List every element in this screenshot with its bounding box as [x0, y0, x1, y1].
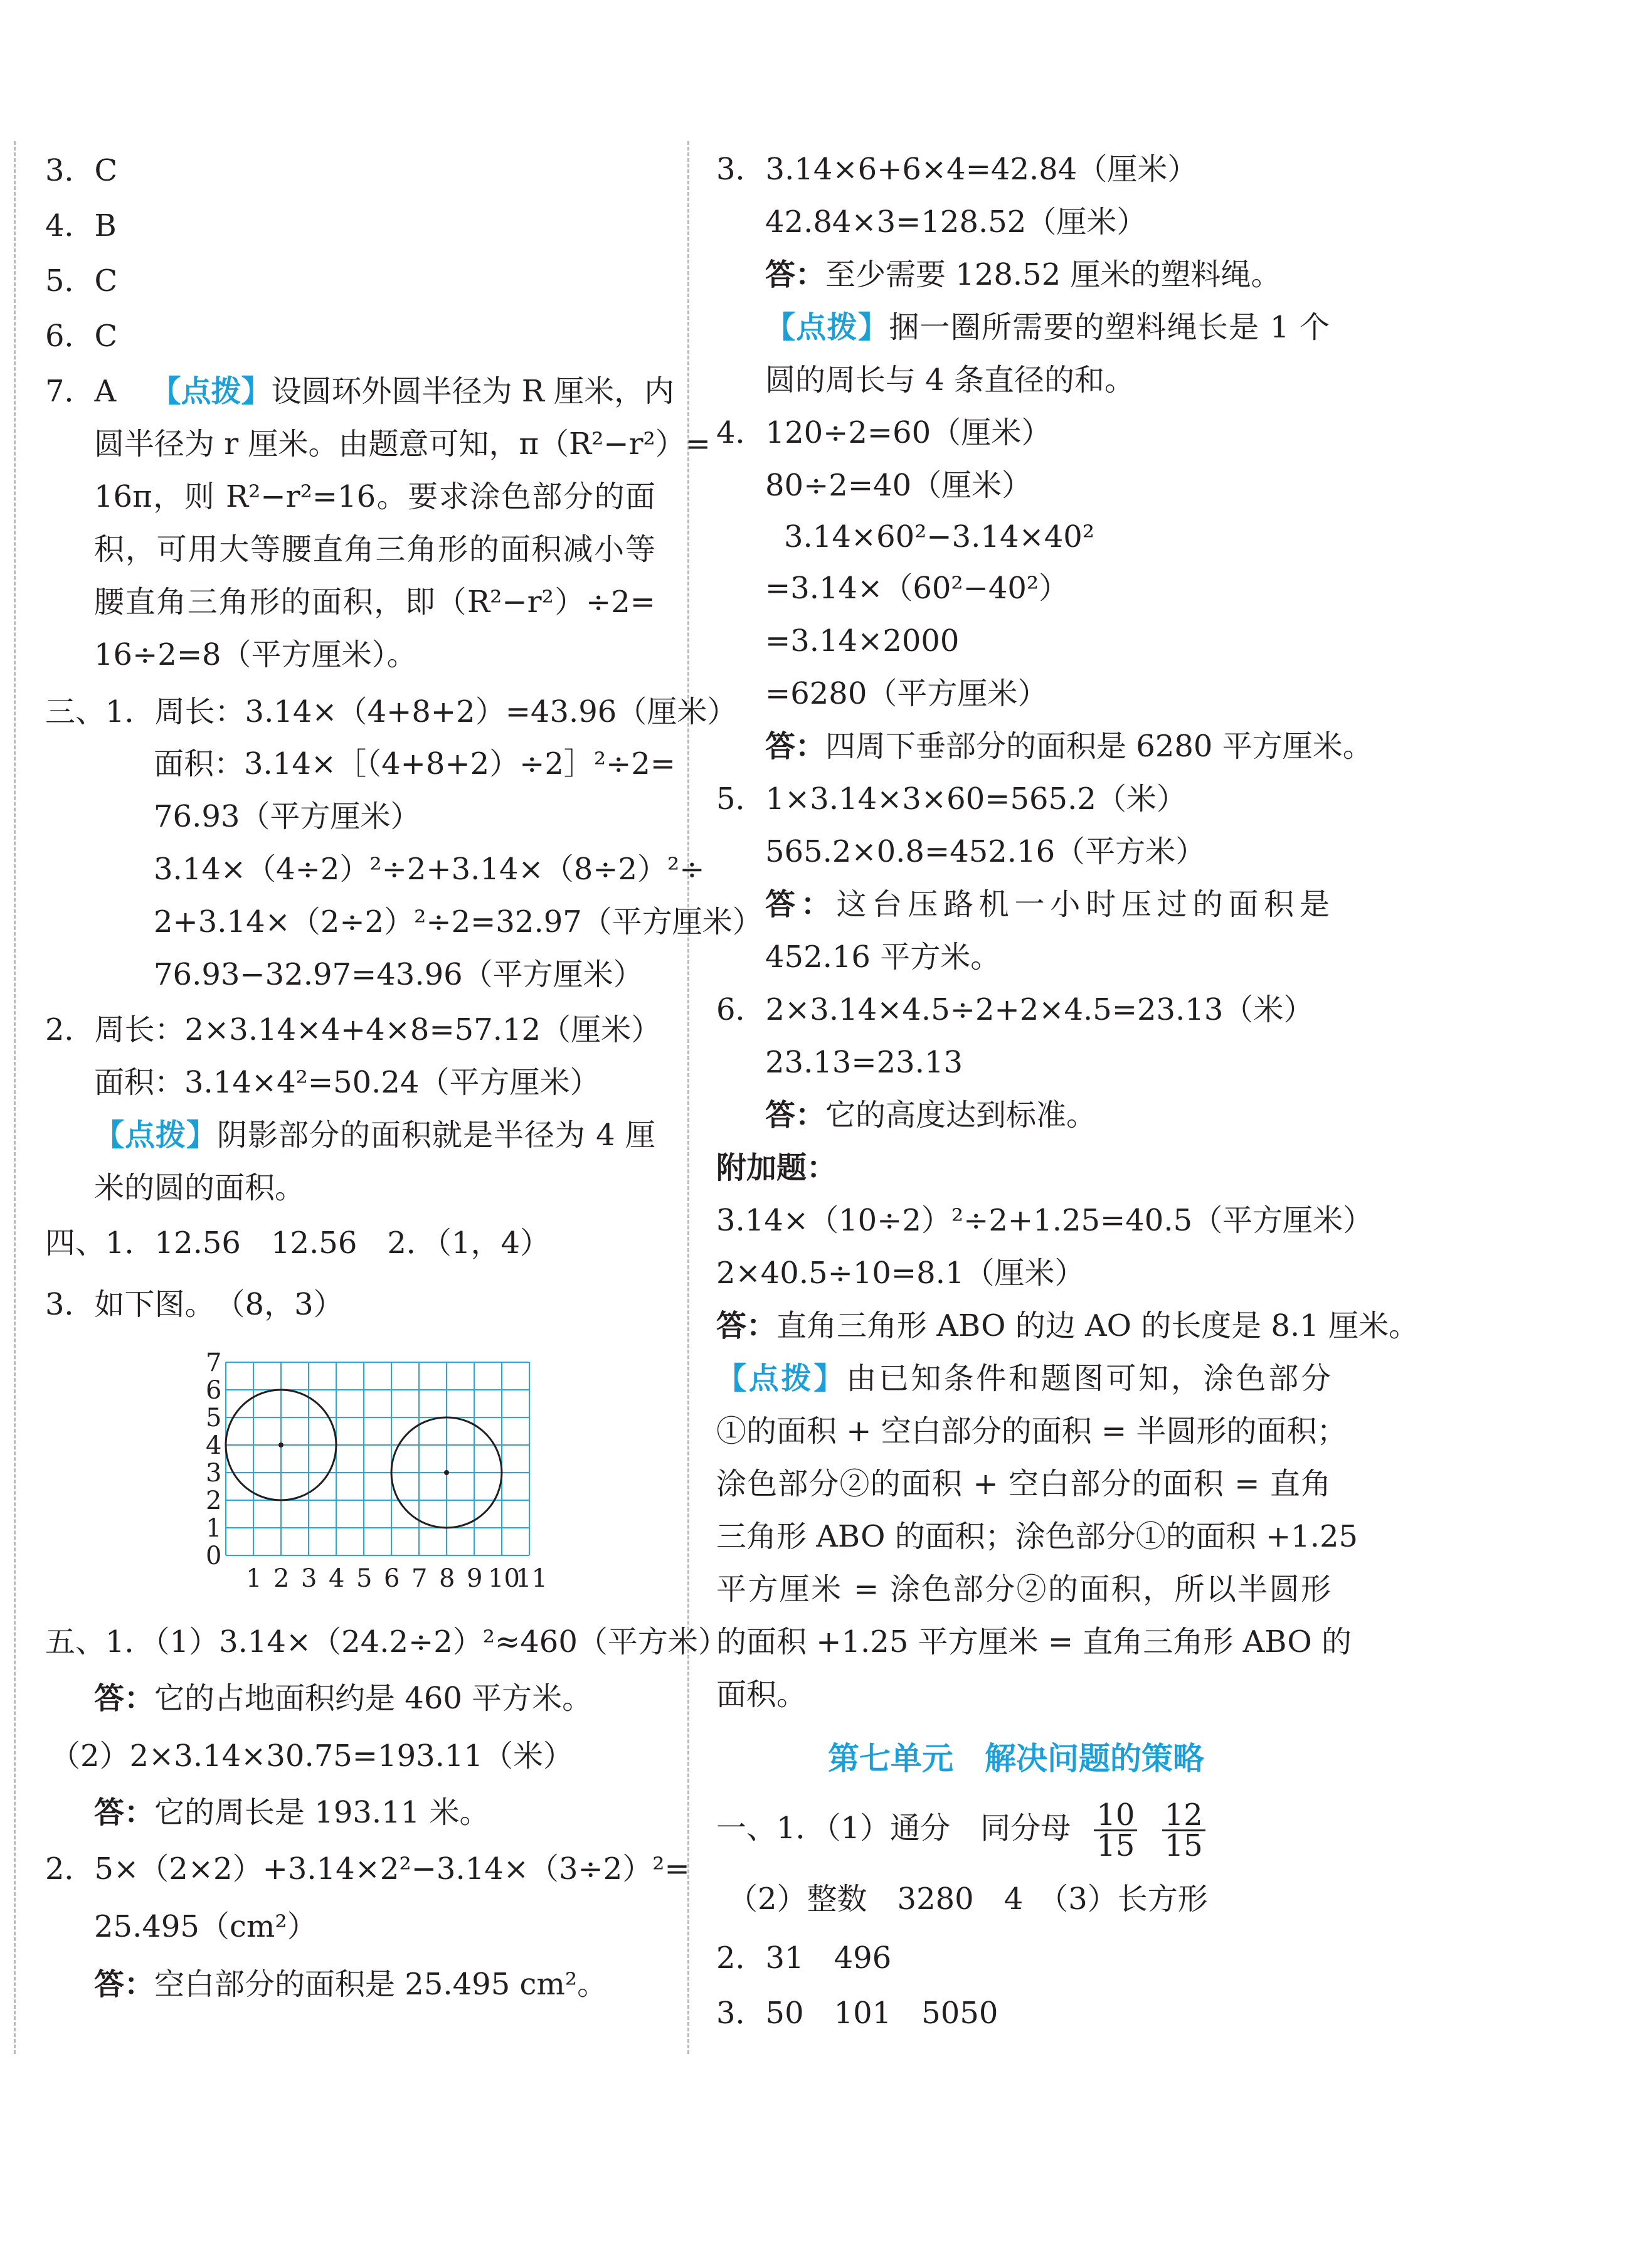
answer-line: 6．C [45, 319, 118, 354]
answer-line: 16π，则 R²−r²=16。要求涂色部分的面 [94, 479, 655, 514]
answer-line: 4．B [45, 208, 117, 243]
answer-line: 一、1．（1）通分 同分母 $\frac{10}{15}$ $\frac{12}{15}$ [716, 1794, 1213, 1863]
x-tick-label: 3 [301, 1564, 317, 1593]
x-tick-label: 5 [356, 1564, 373, 1593]
answer-line: 3．50 101 5050 [716, 1996, 998, 2031]
y-tick-label: 5 [206, 1404, 222, 1432]
left-margin-line [14, 141, 16, 2054]
y-tick-label: 3 [206, 1459, 222, 1488]
answer-line: 答：这台压路机一小时压过的面积是 [765, 887, 1330, 922]
axis-labels [206, 1348, 548, 1593]
answer-line: 3.14×（10÷2）²÷2+1.25=40.5（平方厘米） [716, 1203, 1374, 1238]
answer-line: 的面积 +1.25 平方厘米 = 直角三角形 ABO 的 [716, 1624, 1352, 1659]
y-tick-label: 7 [206, 1348, 222, 1377]
answer-line: 2×40.5÷10=8.1（厘米） [716, 1256, 1085, 1291]
circle-center-dot [444, 1470, 449, 1475]
answer-line: 2．周长：2×3.14×4+4×8=57.12（厘米） [45, 1012, 662, 1047]
item-number: 7．A [45, 374, 117, 409]
answer-line: 答：它的周长是 193.11 米。 [94, 1795, 490, 1830]
answer-line [45, 373, 674, 410]
fraction: $\frac{12}{15}$ [1162, 1801, 1205, 1860]
answer-line: 面积：3.14×4²=50.24（平方厘米） [94, 1065, 600, 1100]
answer-line: （2）2×3.14×30.75=193.11（米） [50, 1739, 573, 1774]
answer-line: 面积：3.14×［（4+8+2）÷2］²÷2= [154, 746, 676, 781]
answer-line: 答：它的高度达到标准。 [765, 1098, 1097, 1133]
answer-line: 积，可用大等腰直角三角形的面积减小等 [94, 532, 655, 567]
answer-line: 【点拨】由已知条件和题图可知，涂色部分 [716, 1361, 1331, 1396]
tip-label: 【点拨】 [94, 1118, 217, 1153]
answer-line: 16÷2=8（平方厘米）。 [94, 637, 417, 672]
answer-line: 76.93−32.97=43.96（平方厘米） [154, 957, 643, 992]
answer-line: 4．120÷2=60（厘米） [716, 415, 1052, 450]
tip-label: 【点拨】 [151, 374, 272, 409]
coordinate-grid-figure [188, 1342, 577, 1593]
x-tick-label: 9 [467, 1564, 483, 1593]
answer-line: 答：直角三角形 ABO 的边 AO 的长度是 8.1 厘米。 [716, 1308, 1419, 1343]
fraction: $\frac{10}{15}$ [1094, 1801, 1137, 1860]
answer-line: 5．C [45, 263, 118, 299]
circle-center-dot [278, 1442, 283, 1447]
answer-line: =6280（平方厘米） [765, 676, 1048, 711]
tip-label: 【点拨】 [765, 310, 889, 345]
x-tick-label: 1 [246, 1564, 262, 1593]
y-tick-label: 2 [206, 1486, 222, 1515]
x-tick-label: 11 [516, 1564, 548, 1593]
answer-line: 五、1．（1）3.14×（24.2÷2）²≈460（平方米） [45, 1624, 728, 1659]
answer-line: 2+3.14×（2÷2）²÷2=32.97（平方厘米） [154, 904, 763, 939]
x-tick-label: 2 [273, 1564, 290, 1593]
answer-line: 6．2×3.14×4.5÷2+2×4.5=23.13（米） [716, 992, 1314, 1027]
x-tick-label: 10 [488, 1564, 520, 1593]
answer-line: 平方厘米 = 涂色部分②的面积，所以半圆形 [716, 1572, 1331, 1607]
answer-line: =3.14×2000 [765, 623, 960, 659]
answer-line: 3.14×（4÷2）²÷2+3.14×（8÷2）²÷ [154, 852, 705, 887]
answer-line: 25.495（cm²） [94, 1909, 317, 1944]
answer-line: 圆的周长与 4 条直径的和。 [765, 363, 1135, 398]
answer-line: 565.2×0.8=452.16（平方米） [765, 834, 1206, 869]
answer-line: 圆半径为 r 厘米。由题意可知，π（R²−r²）= [94, 426, 711, 462]
answer-line: （2）整数 3280 4 （3）长方形 [728, 1881, 1208, 1917]
bonus-heading: 附加题： [716, 1150, 837, 1185]
answer-line: 三角形 ABO 的面积；涂色部分①的面积 +1.25 [716, 1519, 1358, 1554]
answer-line: 23.13=23.13 [765, 1045, 963, 1080]
answer-line: 452.16 平方米。 [765, 939, 1001, 975]
answer-line: ①的面积 + 空白部分的面积 = 半圆形的面积； [716, 1414, 1347, 1449]
answer-line: 米的圆的面积。 [94, 1170, 305, 1205]
answer-line: 涂色部分②的面积 + 空白部分的面积 = 直角 [716, 1466, 1331, 1501]
x-tick-label: 4 [329, 1564, 345, 1593]
y-tick-label: 6 [206, 1376, 222, 1405]
answer-line: 5．1×3.14×3×60=565.2（米） [716, 781, 1187, 817]
answer-line: 三、1．周长：3.14×（4+8+2）=43.96（厘米） [45, 694, 738, 729]
answer-line: 答：它的占地面积约是 460 平方米。 [94, 1681, 593, 1716]
x-tick-label: 8 [439, 1564, 455, 1593]
y-tick-label: 0 [206, 1542, 222, 1570]
tip-label: 【点拨】 [716, 1361, 847, 1396]
answer-line: 答：至少需要 128.52 厘米的塑料绳。 [765, 257, 1281, 292]
x-tick-label: 6 [384, 1564, 400, 1593]
answer-line: 答：四周下垂部分的面积是 6280 平方厘米。 [765, 729, 1373, 764]
answer-line: 四、1．12.56 12.56 2．（1，4） [45, 1225, 550, 1261]
section-title: 第七单元 解决问题的策略 [828, 1740, 1204, 1777]
answer-line: 【点拨】阴影部分的面积就是半径为 4 厘 [94, 1118, 655, 1153]
answer-line: 答：空白部分的面积是 25.495 cm²。 [94, 1967, 608, 2002]
tip-text: 设圆环外圆半径为 R 厘米，内 [271, 374, 675, 409]
answer-line: 80÷2=40（厘米） [765, 468, 1032, 503]
answer-line: 2．31 496 [716, 1940, 892, 1976]
y-tick-label: 1 [206, 1514, 222, 1543]
answer-line: 2．5×（2×2）+3.14×2²−3.14×（3÷2）²= [45, 1851, 690, 1887]
y-tick-label: 4 [206, 1431, 222, 1460]
answer-line: 3．C [45, 153, 118, 188]
answer-line: 3．3.14×6+6×4=42.84（厘米） [716, 152, 1198, 187]
answer-line: 面积。 [716, 1677, 807, 1712]
x-tick-label: 7 [411, 1564, 428, 1593]
answer-line: 3.14×60²−3.14×40² [784, 519, 1095, 554]
answer-line: 42.84×3=128.52（厘米） [765, 204, 1147, 240]
answer-line: 3．如下图。 （8，3） [45, 1287, 344, 1322]
answer-line: 腰直角三角形的面积，即（R²−r²）÷2= [94, 585, 655, 620]
answer-line: 76.93（平方厘米） [154, 799, 421, 834]
answer-line: =3.14×（60²−40²） [765, 571, 1069, 606]
answer-line: 【点拨】捆一圈所需要的塑料绳长是 1 个 [765, 310, 1330, 345]
